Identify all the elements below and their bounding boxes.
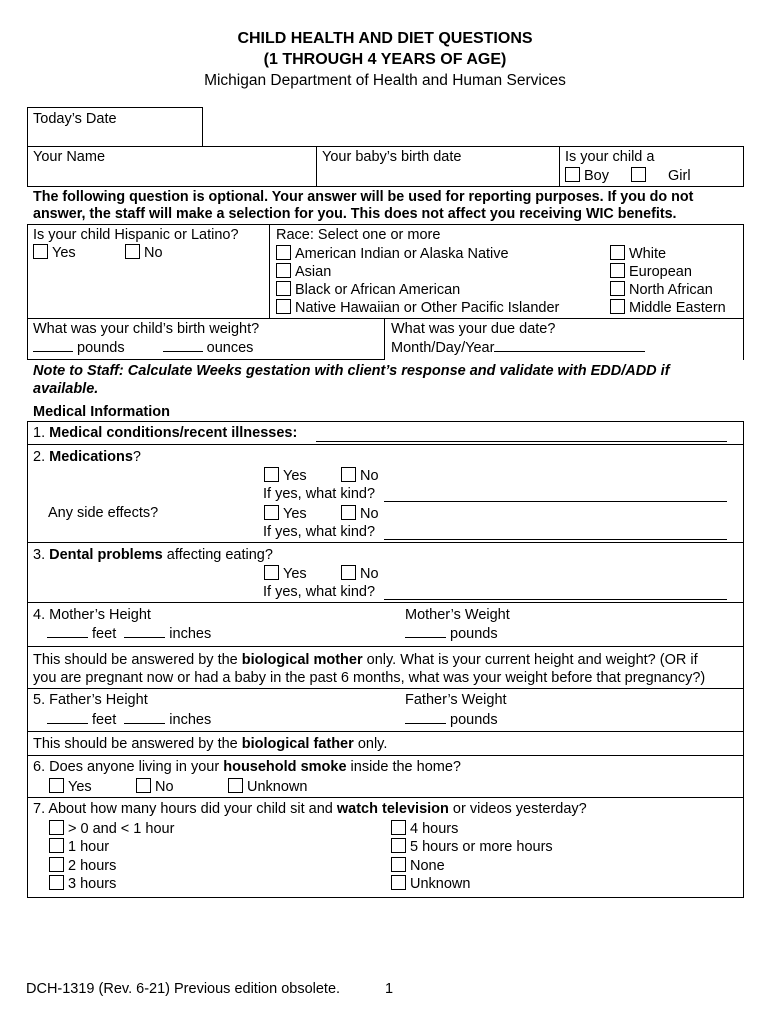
mother-height-answer[interactable]: feet inches <box>47 626 211 643</box>
mother-note-line2: you are pregnant now or had a baby in the past 6 months, what was your weight before that pregnancy?) <box>33 670 706 686</box>
mother-note-line1: This should be answered by the biological mother only. What is your current height and weight? (OR if <box>33 652 698 668</box>
q7-watch-television: 7. About how many hours did your child sit and watch television or videos yesterday? <box>33 801 587 817</box>
tv-option[interactable]: None <box>391 857 445 875</box>
mother-pounds-blank[interactable] <box>405 626 446 638</box>
due-date-answer[interactable]: Month/Day/Year <box>391 340 645 357</box>
child-sex-label: Is your child a <box>565 149 655 165</box>
dental-kind-line[interactable] <box>384 599 727 600</box>
pounds-blank[interactable] <box>33 340 73 352</box>
smoke-yes-checkbox[interactable] <box>49 778 64 793</box>
optional-note-line2: answer, the staff will make a selection for you. This does not affect you receiving WIC benefits. <box>33 206 677 222</box>
medications-yes-checkbox[interactable] <box>264 467 279 482</box>
hispanic-question: Is your child Hispanic or Latino? <box>33 227 239 243</box>
hispanic-yes-option[interactable]: Yes <box>33 244 76 262</box>
tv-option[interactable]: 3 hours <box>49 875 116 893</box>
side-effects-yes-checkbox[interactable] <box>264 505 279 520</box>
race-checkbox[interactable] <box>610 281 625 296</box>
side-effects-no-option[interactable]: No <box>341 505 379 523</box>
race-option[interactable]: Native Hawaiian or Other Pacific Islander <box>276 299 559 317</box>
tv-checkbox[interactable] <box>391 857 406 872</box>
due-date-blank[interactable] <box>494 340 645 352</box>
father-pounds-blank[interactable] <box>405 712 446 724</box>
baby-birth-date-label: Your baby’s birth date <box>322 149 462 165</box>
tv-checkbox[interactable] <box>49 857 64 872</box>
smoke-unknown-checkbox[interactable] <box>228 778 243 793</box>
dental-no-option[interactable]: No <box>341 565 379 583</box>
form-title-line2: (1 THROUGH 4 YEARS OF AGE) <box>263 51 507 68</box>
mother-weight-answer[interactable]: pounds <box>405 626 498 643</box>
optional-note-line1: The following question is optional. Your answer will be used for reporting purposes. If you do not <box>33 189 694 205</box>
page-number: 1 <box>385 981 394 997</box>
q1-answer-line[interactable] <box>316 441 727 442</box>
smoke-unknown-option[interactable]: Unknown <box>228 778 307 796</box>
tv-checkbox[interactable] <box>391 875 406 890</box>
race-option[interactable]: North African <box>610 281 713 299</box>
race-option[interactable]: Asian <box>276 263 331 281</box>
q6-household-smoke: 6. Does anyone living in your household smoke inside the home? <box>33 759 461 775</box>
medications-kind-line[interactable] <box>384 501 727 502</box>
tv-checkbox[interactable] <box>49 820 64 835</box>
staff-note-line1: Note to Staff: Calculate Weeks gestation with client’s response and validate with EDD/ADD if <box>33 363 670 379</box>
hispanic-yes-checkbox[interactable] <box>33 244 48 259</box>
medical-information-heading: Medical Information <box>33 404 170 420</box>
dental-yes-checkbox[interactable] <box>264 565 279 580</box>
medications-if-yes-label: If yes, what kind? <box>263 486 376 502</box>
smoke-no-checkbox[interactable] <box>136 778 151 793</box>
father-inches-blank[interactable] <box>124 712 165 724</box>
tv-option[interactable]: 5 hours or more hours <box>391 838 553 856</box>
medications-no-checkbox[interactable] <box>341 467 356 482</box>
tv-option[interactable]: 1 hour <box>49 838 109 856</box>
father-weight-answer[interactable]: pounds <box>405 712 498 729</box>
smoke-yes-option[interactable]: Yes <box>49 778 92 796</box>
race-option[interactable]: White <box>610 245 666 263</box>
q4-mother-height-label: 4. Mother’s Height <box>33 607 151 623</box>
girl-option[interactable]: Girl <box>631 167 691 185</box>
tv-option[interactable]: 4 hours <box>391 820 458 838</box>
form-id-footer: DCH-1319 (Rev. 6-21) Previous edition obsolete. <box>26 981 341 997</box>
q2-medications: 2. Medications? <box>33 449 141 465</box>
tv-checkbox[interactable] <box>49 838 64 853</box>
tv-checkbox[interactable] <box>391 820 406 835</box>
father-weight-label: Father’s Weight <box>405 692 507 708</box>
dental-no-checkbox[interactable] <box>341 565 356 580</box>
staff-note-line2: available. <box>33 381 99 397</box>
medications-no-option[interactable]: No <box>341 467 379 485</box>
side-effects-no-checkbox[interactable] <box>341 505 356 520</box>
hispanic-no-checkbox[interactable] <box>125 244 140 259</box>
due-date-question: What was your due date? <box>391 321 556 337</box>
race-label: Race: Select one or more <box>276 227 441 243</box>
hispanic-no-option[interactable]: No <box>125 244 163 262</box>
dental-yes-option[interactable]: Yes <box>264 565 307 583</box>
ounces-blank[interactable] <box>163 340 203 352</box>
dental-if-yes-label: If yes, what kind? <box>263 584 376 600</box>
boy-checkbox[interactable] <box>565 167 580 182</box>
girl-checkbox[interactable] <box>631 167 646 182</box>
race-checkbox[interactable] <box>276 281 291 296</box>
mother-weight-label: Mother’s Weight <box>405 607 510 623</box>
tv-option[interactable]: Unknown <box>391 875 470 893</box>
father-feet-blank[interactable] <box>47 712 88 724</box>
race-checkbox[interactable] <box>610 245 625 260</box>
race-checkbox[interactable] <box>276 263 291 278</box>
race-checkbox[interactable] <box>610 263 625 278</box>
side-effects-kind-line[interactable] <box>384 539 727 540</box>
father-note: This should be answered by the biological father only. <box>33 736 388 752</box>
race-checkbox[interactable] <box>610 299 625 314</box>
side-effects-label: Any side effects? <box>48 505 159 521</box>
tv-option[interactable]: 2 hours <box>49 857 116 875</box>
your-name-label: Your Name <box>33 149 106 165</box>
form-subtitle: Michigan Department of Health and Human Services <box>204 72 566 89</box>
medications-yes-option[interactable]: Yes <box>264 467 307 485</box>
side-effects-yes-option[interactable]: Yes <box>264 505 307 523</box>
mother-feet-blank[interactable] <box>47 626 88 638</box>
tv-checkbox[interactable] <box>49 875 64 890</box>
side-effects-if-yes-label: If yes, what kind? <box>263 524 376 540</box>
form-title-line1: CHILD HEALTH AND DIET QUESTIONS <box>237 30 533 47</box>
race-option[interactable]: European <box>610 263 692 281</box>
race-option[interactable]: Black or African American <box>276 281 460 299</box>
smoke-no-option[interactable]: No <box>136 778 174 796</box>
birth-weight-answer[interactable]: pounds ounces <box>33 340 253 357</box>
mother-inches-blank[interactable] <box>124 626 165 638</box>
tv-checkbox[interactable] <box>391 838 406 853</box>
tv-option[interactable]: > 0 and < 1 hour <box>49 820 174 838</box>
todays-date-label: Today’s Date <box>33 111 117 127</box>
race-checkbox[interactable] <box>276 245 291 260</box>
q3-dental-problems: 3. Dental problems affecting eating? <box>33 547 273 563</box>
father-height-answer[interactable]: feet inches <box>47 712 211 729</box>
race-checkbox[interactable] <box>276 299 291 314</box>
q5-father-height-label: 5. Father’s Height <box>33 692 148 708</box>
q1-medical-conditions: 1. Medical conditions/recent illnesses: <box>33 425 298 441</box>
birth-weight-question: What was your child’s birth weight? <box>33 321 260 337</box>
race-option[interactable]: American Indian or Alaska Native <box>276 245 509 263</box>
boy-option[interactable]: Boy <box>565 167 609 185</box>
race-option[interactable]: Middle Eastern <box>610 299 726 317</box>
